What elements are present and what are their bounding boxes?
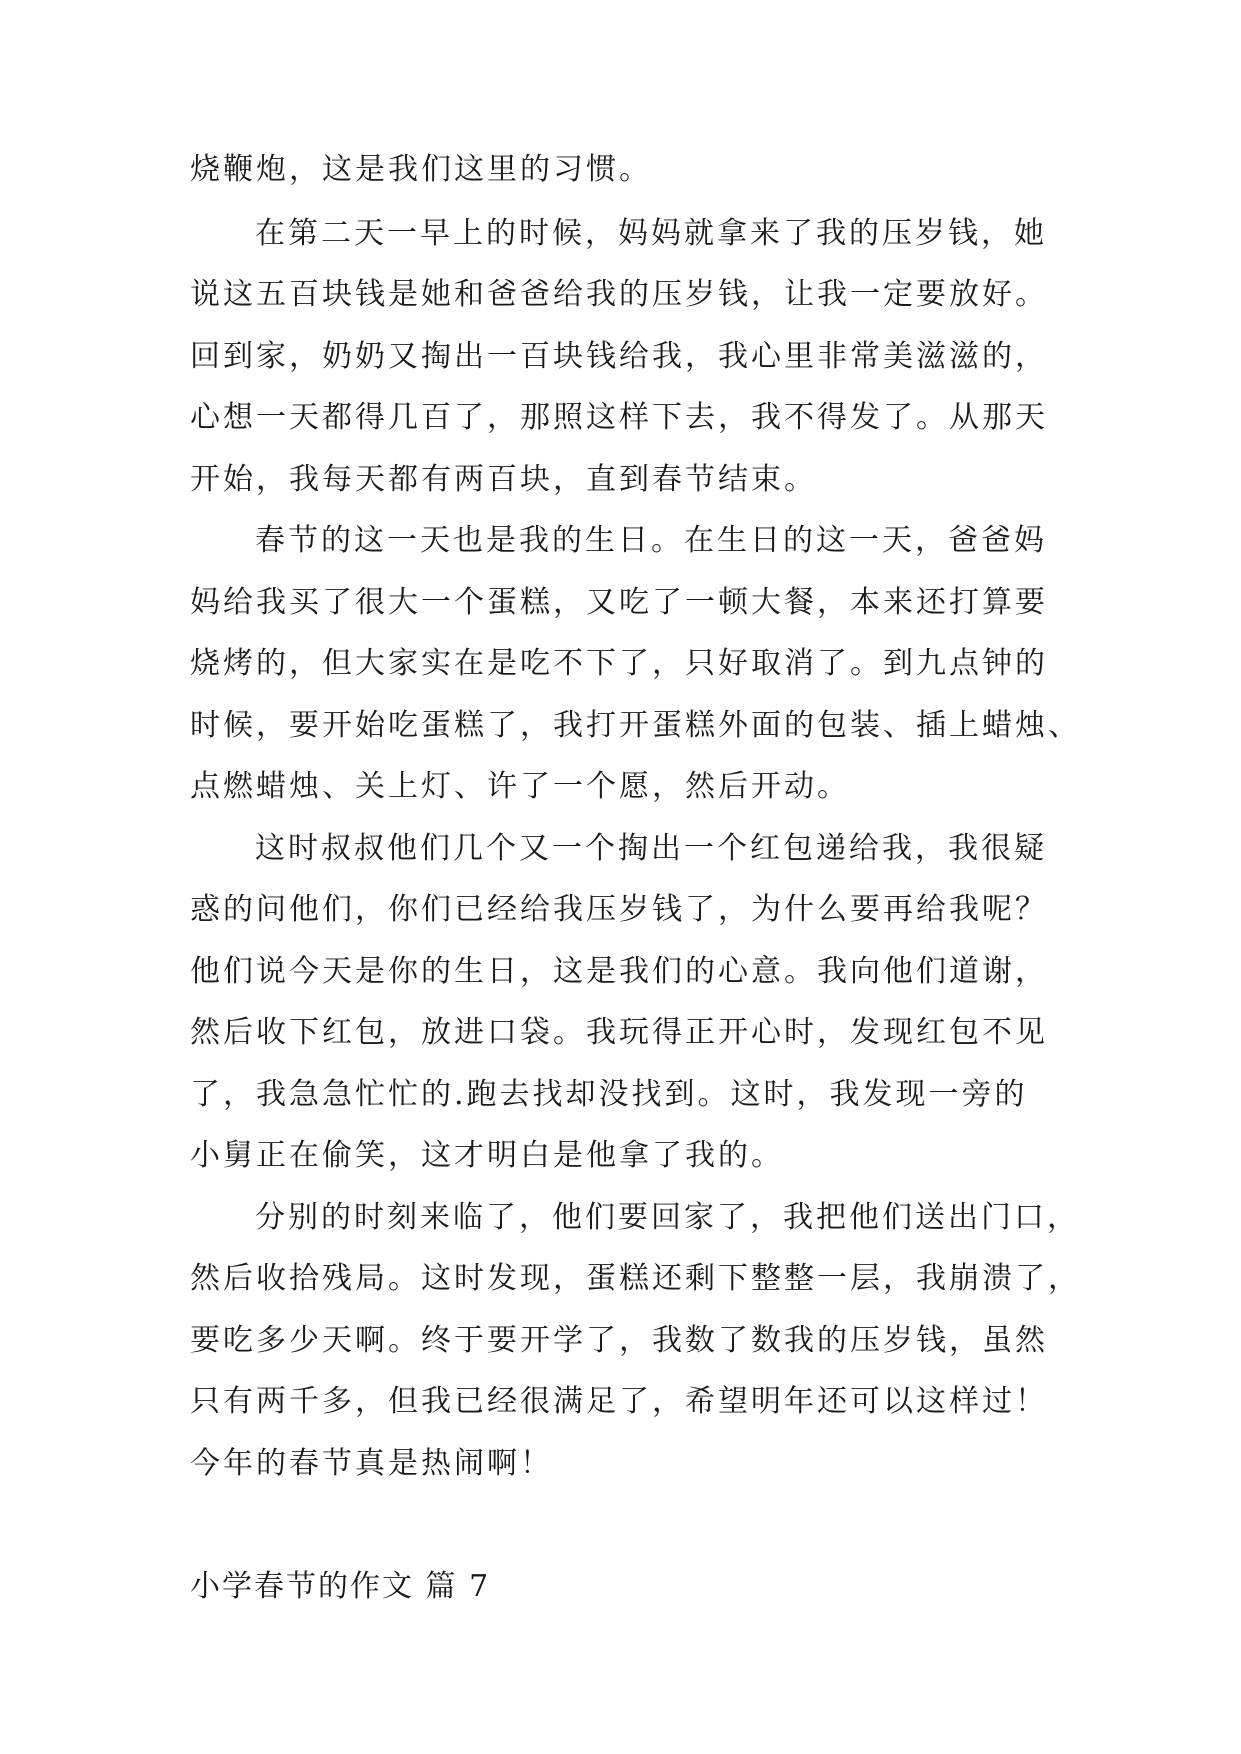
text-line: 开始，我每天都有两百块，直到春节结束。 — [190, 462, 817, 497]
paragraph-first-line: 在第二天一早上的时候，妈妈就拿来了我的压岁钱，她 — [255, 216, 1047, 251]
text-line: 然后收拾残局。这时发现，蛋糕还剩下整整一层，我崩溃了， — [190, 1261, 1081, 1296]
text-line: 然后收下红包，放进口袋。我玩得正开心时，发现红包不见 — [190, 1015, 1048, 1050]
text-line: 回到家，奶奶又掏出一百块钱给我，我心里非常美滋滋的， — [190, 339, 1048, 374]
text-line: 只有两千多，但我已经很满足了，希望明年还可以这样过！ — [190, 1384, 1048, 1419]
paragraph-first-line: 这时叔叔他们几个又一个掏出一个红包递给我，我很疑 — [255, 831, 1047, 866]
text-line: 了，我急急忙忙的.跑去找却没找到。这时，我发现一旁的 — [190, 1077, 1028, 1112]
text-line: 心想一天都得几百了，那照这样下去，我不得发了。从那天 — [190, 400, 1048, 435]
section-heading: 小学春节的作文 篇 7 — [190, 1569, 491, 1604]
text-line: 烧鞭炮，这是我们这里的习惯。 — [190, 152, 652, 187]
paragraph-first-line: 春节的这一天也是我的生日。在生日的这一天，爸爸妈 — [255, 523, 1047, 558]
text-line: 时候，要开始吃蛋糕了，我打开蛋糕外面的包装、插上蜡烛、 — [190, 708, 1081, 743]
text-line: 烧烤的，但大家实在是吃不下了，只好取消了。到九点钟的 — [190, 646, 1048, 681]
paragraph-first-line: 分别的时刻来临了，他们要回家了，我把他们送出门口， — [255, 1200, 1080, 1235]
text-line: 今年的春节真是热闹啊！ — [190, 1446, 553, 1481]
text-line: 小舅正在偷笑，这才明白是他拿了我的。 — [190, 1138, 784, 1173]
text-line: 妈给我买了很大一个蛋糕，又吃了一顿大餐，本来还打算要 — [190, 585, 1048, 620]
text-line: 惑的问他们，你们已经给我压岁钱了，为什么要再给我呢？ — [190, 892, 1048, 927]
text-line: 说这五百块钱是她和爸爸给我的压岁钱，让我一定要放好。 — [190, 277, 1048, 312]
text-line: 要吃多少天啊。终于要开学了，我数了数我的压岁钱，虽然 — [190, 1323, 1048, 1358]
text-line: 点燃蜡烛、关上灯、许了一个愿，然后开动。 — [190, 769, 850, 804]
text-line: 他们说今天是你的生日，这是我们的心意。我向他们道谢， — [190, 954, 1048, 989]
